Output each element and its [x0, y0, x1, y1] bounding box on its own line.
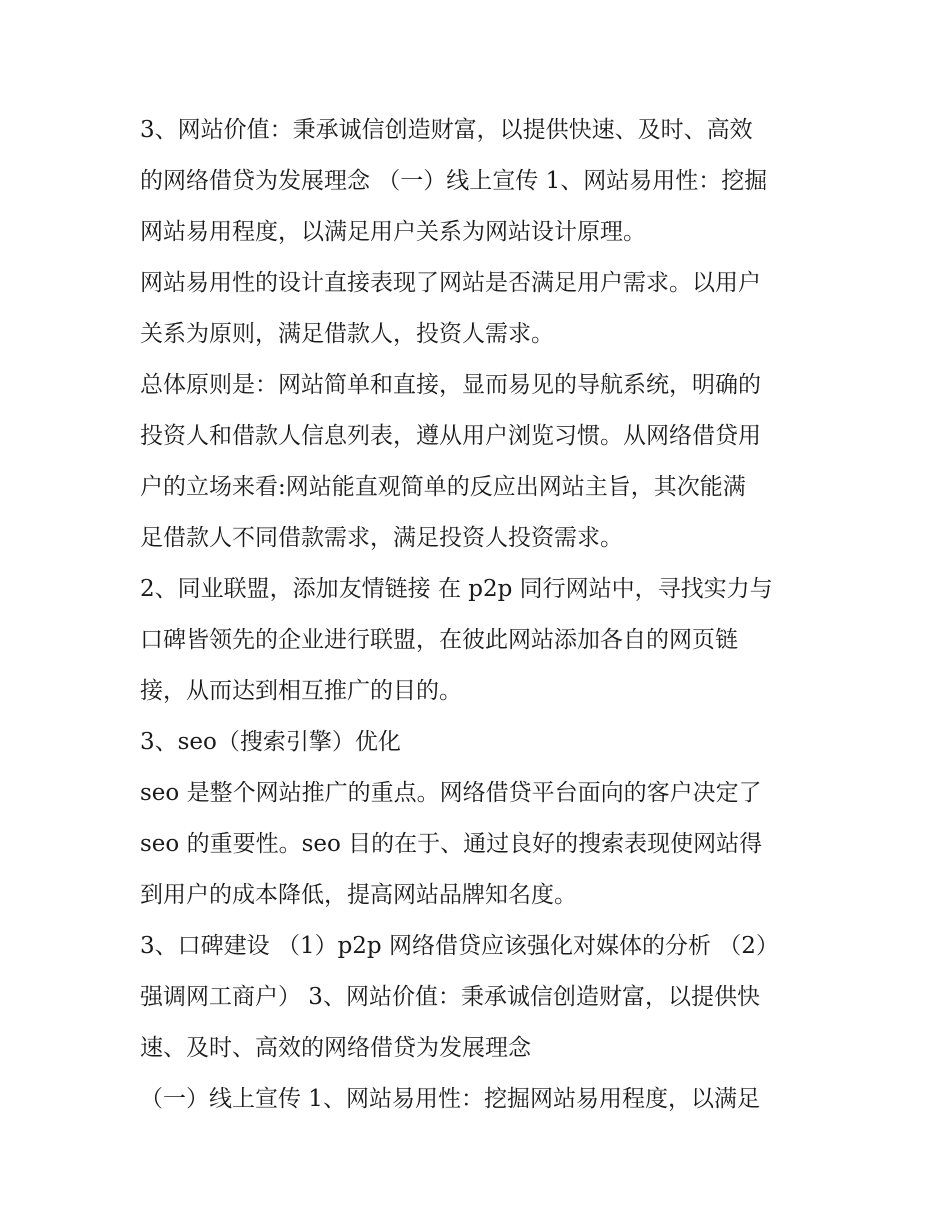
text-line: 到用户的成本降低，提高网站品牌知名度。: [140, 882, 577, 908]
text-line: 强调网工商户） 3、网站价值：秉承诚信创造财富，以提供快: [140, 984, 760, 1010]
text-line: 的网络借贷为发展理念 （一）线上宣传 1、网站易用性：挖掘: [140, 168, 768, 194]
text-line: 户的立场来看:网站能直观简单的反应出网站主旨，其次能满: [140, 474, 746, 500]
text-line: 足借款人不同借款需求，满足投资人投资需求。: [140, 525, 623, 551]
text-line: 关系为原则，满足借款人，投资人需求。: [140, 321, 554, 347]
text-line: 3、网站价值：秉承诚信创造财富，以提供快速、及时、高效: [140, 117, 753, 143]
text-line: 速、及时、高效的网络借贷为发展理念: [140, 1035, 531, 1061]
text-line: seo 是整个网站推广的重点。网络借贷平台面向的客户决定了: [140, 780, 762, 806]
text-line: 总体原则是：网站简单和直接，显而易见的导航系统，明确的: [140, 372, 761, 398]
text-line: 3、seo（搜索引擎）优化: [140, 729, 401, 755]
text-line: 接，从而达到相互推广的目的。: [140, 678, 462, 704]
text-line: 3、口碑建设 （1）p2p 网络借贷应该强化对媒体的分析 （2）: [140, 933, 779, 959]
text-line: （一）线上宣传 1、网站易用性：挖掘网站易用程度，以满足: [140, 1086, 760, 1112]
text-line: 网站易用程度，以满足用户关系为网站设计原理。: [140, 219, 646, 245]
text-line: 网站易用性的设计直接表现了网站是否满足用户需求。以用户: [140, 270, 761, 296]
text-line: 2、同业联盟，添加友情链接 在 p2p 同行网站中，寻找实力与: [140, 576, 773, 602]
document-body: [140, 105, 820, 1125]
text-line: seo 的重要性。seo 目的在于、通过良好的搜索表现使网站得: [140, 831, 763, 857]
text-line: 投资人和借款人信息列表，遵从用户浏览习惯。从网络借贷用: [140, 423, 761, 449]
text-line: 口碑皆领先的企业进行联盟，在彼此网站添加各自的网页链: [140, 627, 738, 653]
